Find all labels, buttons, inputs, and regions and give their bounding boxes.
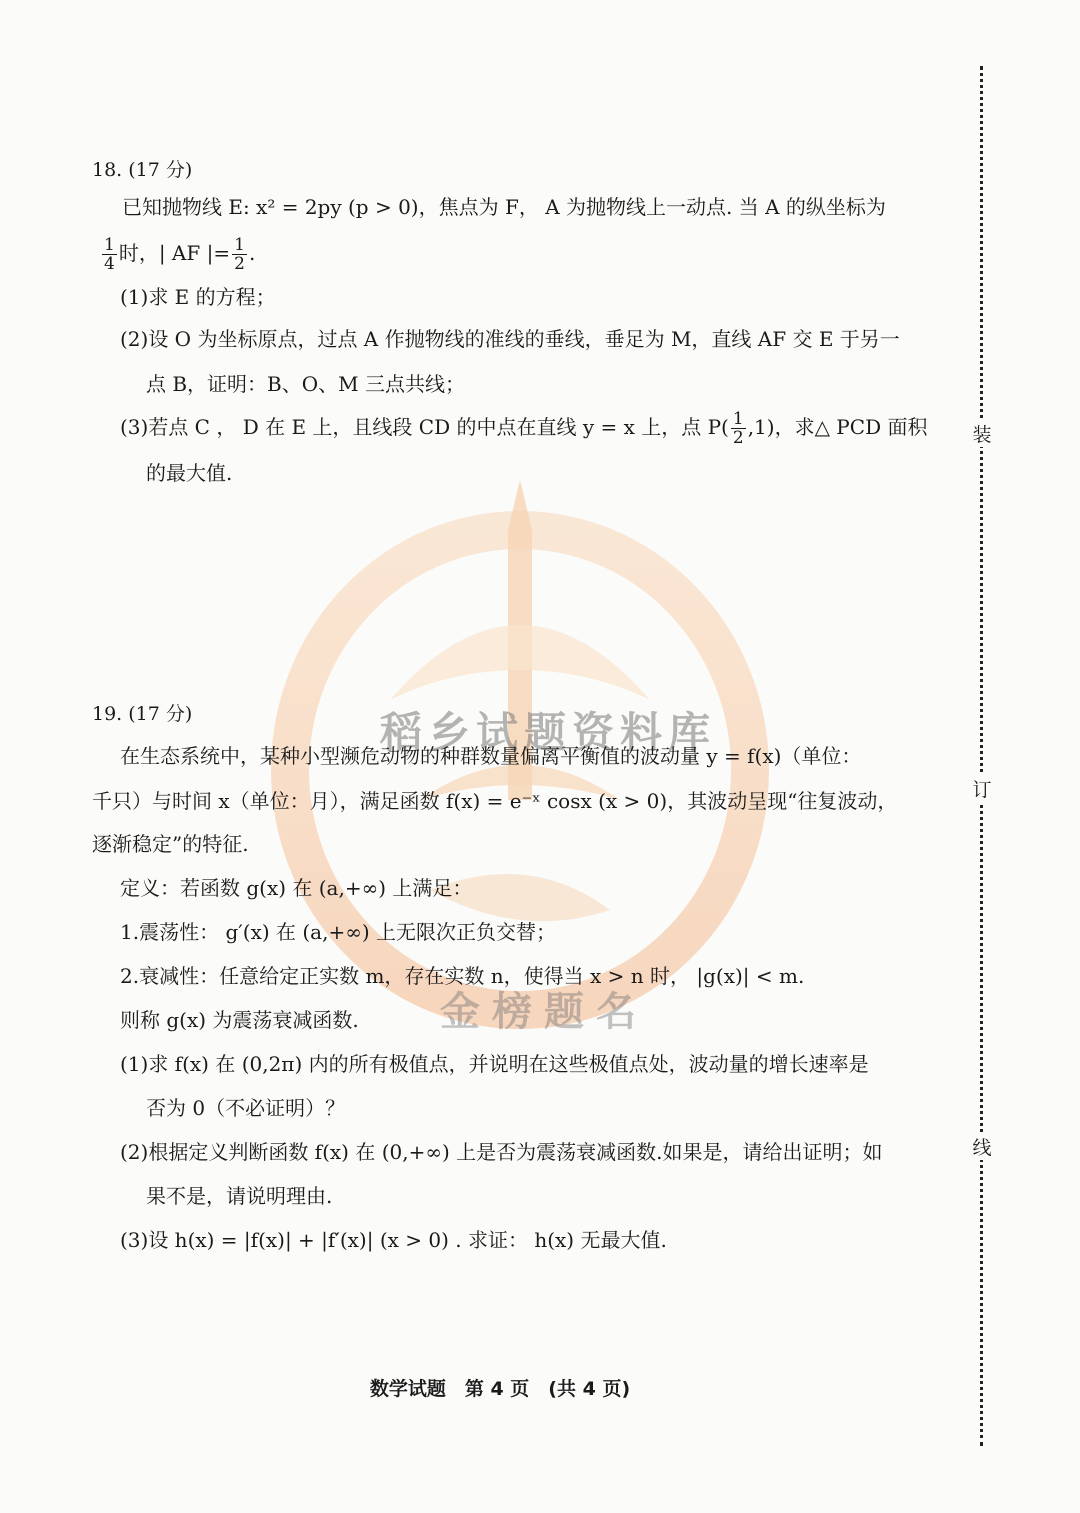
binding-label-xian: 线 <box>969 1133 995 1160</box>
q18-stem-line1: 已知抛物线 E: x² = 2py (p > 0)，焦点为 F， A 为抛物线上一动点. 当 A 的纵坐标为 <box>122 195 886 219</box>
fraction: $\frac{1}{4}$ <box>104 235 115 274</box>
q19-definition: 定义：若函数 g(x) 在 (a,+∞) 上满足： <box>120 876 473 900</box>
page-footer: 数学试题 第 4 页 (共 4 页) <box>369 1378 631 1400</box>
q18-part1: (1)求 E 的方程； <box>120 285 276 309</box>
q18-part2-line1: (2)设 O 为坐标原点，过点 A 作抛物线的准线的垂线，垂足为 M，直线 AF 交 E 于另一 <box>120 327 900 351</box>
q19-part2-line1: (2)根据定义判断函数 f(x) 在 (0,+∞) 上是否为震荡衰减函数.如果是，请给出证明；如 <box>120 1140 883 1164</box>
q19-stem-line2: 千只）与时间 x（单位：月），满足函数 f(x) = e⁻ˣ cosx (x > 0)，其波动呈现“往复波动， <box>92 789 898 813</box>
q19-part2-line2: 果不是，请说明理由. <box>146 1184 333 1208</box>
q19-header: 19. (17 分) <box>92 703 193 725</box>
binding-label-zhuang: 装 <box>969 420 995 447</box>
q19-stem-line1: 在生态系统中，某种小型濒危动物的种群数量偏离平衡值的波动量 y = f(x)（单位： <box>120 744 862 768</box>
binding-dotted-line <box>980 66 983 1446</box>
watermark-text: 稻乡试题资料库 <box>380 708 717 757</box>
binding-label-ding: 订 <box>969 775 995 802</box>
q18-header: 18. (17 分) <box>92 159 193 181</box>
fraction: $\frac{1}{2}$ <box>234 235 245 274</box>
q19-definition-3: 则称 g(x) 为震荡衰减函数. <box>120 1008 359 1032</box>
q18-stem-line2: $\frac{1}{4}$ 时，| AF |= $\frac{1}{2}$ . <box>104 235 256 274</box>
q19-definition-1: 1.震荡性： g′(x) 在 (a,+∞) 上无限次正负交替； <box>120 920 557 944</box>
q18-part3-line1: (3)若点 C ， D 在 E 上，且线段 CD 的中点在直线 y = x 上，点 P( $\frac{1}{2}$ ,1)，求△ PCD 面积 <box>120 409 928 448</box>
q19-part3: (3)设 h(x) = |f(x)| + |f′(x)| (x > 0) . 求证： h(x) 无最大值. <box>120 1228 667 1252</box>
q19-stem-line3: 逐渐稳定”的特征. <box>92 832 249 856</box>
q18-part2-line2: 点 B，证明：B、O、M 三点共线； <box>146 372 465 396</box>
q19-part1-line1: (1)求 f(x) 在 (0,2π) 内的所有极值点，并说明在这些极值点处，波动量的增长速率是 <box>120 1052 869 1076</box>
q19-part1-line2: 否为 0（不必证明）？ <box>146 1096 346 1120</box>
watermark-text-secondary: 金榜题名 <box>440 988 648 1035</box>
q19-definition-2: 2.衰减性：任意给定正实数 m，存在实数 n，使得当 x > n 时， |g(x)| < m. <box>120 964 805 988</box>
q18-part3-line2: 的最大值. <box>146 461 233 485</box>
fraction: $\frac{1}{2}$ <box>732 409 744 448</box>
